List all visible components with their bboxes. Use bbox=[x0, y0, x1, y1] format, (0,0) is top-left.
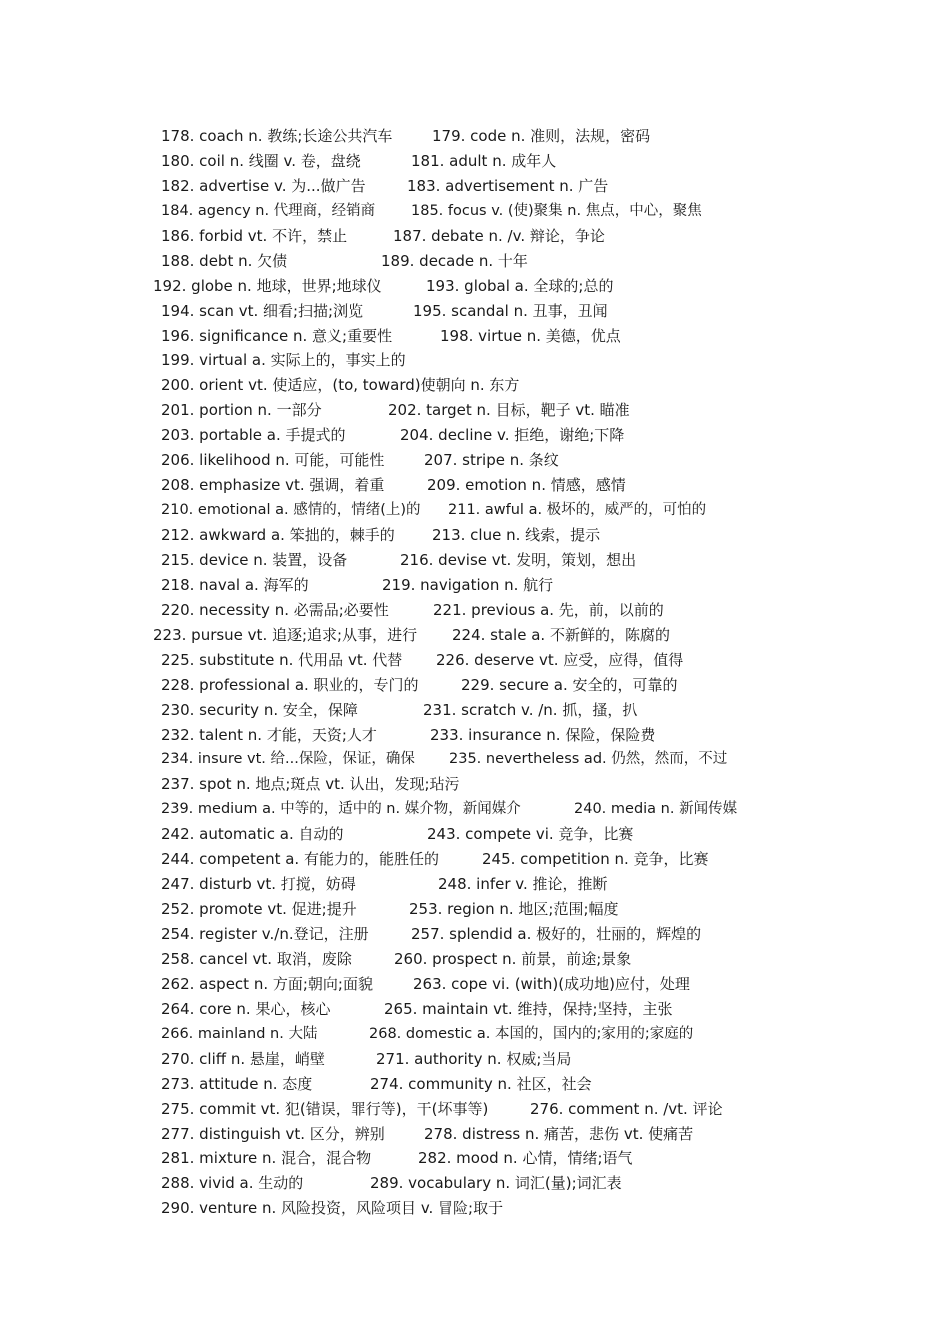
vocab-entry: 210. emotional a. 感情的，情绪(上)的 bbox=[161, 502, 421, 519]
vocab-entry: 192. globe n. 地球，世界;地球仪 bbox=[153, 276, 382, 295]
vocab-line bbox=[0, 274, 950, 299]
vocab-line bbox=[0, 1097, 950, 1122]
vocab-entry: 221. previous a. 先，前，以前的 bbox=[433, 600, 664, 619]
vocab-line bbox=[0, 747, 950, 772]
vocab-entry: 243. compete vi. 竞争，比赛 bbox=[427, 825, 634, 844]
vocabulary-list bbox=[0, 124, 950, 1221]
vocab-entry: 180. coil n. 线圈 v. 卷，盘绕 bbox=[161, 151, 361, 170]
vocab-entry: 254. register v./n.登记，注册 bbox=[161, 925, 369, 943]
vocab-line bbox=[0, 822, 950, 847]
vocab-entry: 185. focus v. (使)聚集 n. 焦点，中心，聚焦 bbox=[411, 202, 702, 219]
vocab-entry: 247. disturb vt. 打搅，妨碍 bbox=[161, 875, 356, 894]
vocab-line bbox=[0, 299, 950, 324]
vocab-line bbox=[0, 947, 950, 972]
vocab-entry: 231. scratch v. /n. 抓，搔，扒 bbox=[423, 700, 638, 719]
vocab-entry: 258. cancel vt. 取消，废除 bbox=[161, 949, 352, 968]
vocab-entry: 181. adult n. 成年人 bbox=[411, 151, 557, 170]
vocab-entry: 248. infer v. 推论，推断 bbox=[438, 875, 608, 894]
vocab-line bbox=[0, 922, 950, 947]
vocab-entry: 186. forbid vt. 不许，禁止 bbox=[161, 226, 348, 245]
vocab-line bbox=[0, 423, 950, 448]
vocab-entry: 219. navigation n. 航行 bbox=[382, 575, 554, 594]
vocab-entry: 194. scan vt. 细看;扫描;浏览 bbox=[161, 301, 364, 320]
vocab-entry: 204. decline v. 拒绝，谢绝;下降 bbox=[400, 426, 625, 445]
vocab-entry: 206. likelihood n. 可能，可能性 bbox=[161, 451, 385, 470]
vocab-line bbox=[0, 598, 950, 623]
vocab-line bbox=[0, 897, 950, 922]
vocab-line bbox=[0, 872, 950, 897]
vocab-line bbox=[0, 1072, 950, 1097]
vocab-entry: 275. commit vt. 犯(错误，罪行等)，干(坏事等) bbox=[161, 1099, 489, 1118]
vocab-line bbox=[0, 847, 950, 872]
vocab-entry: 230. security n. 安全，保障 bbox=[161, 700, 358, 719]
vocab-line bbox=[0, 348, 950, 373]
vocab-entry: 208. emphasize vt. 强调，着重 bbox=[161, 476, 385, 495]
vocab-entry: 209. emotion n. 情感，感情 bbox=[427, 476, 626, 495]
vocab-line bbox=[0, 249, 950, 274]
vocab-line bbox=[0, 149, 950, 174]
vocab-line bbox=[0, 124, 950, 149]
vocab-entry: 264. core n. 果心，核心 bbox=[161, 999, 331, 1018]
vocab-entry: 234. insure vt. 给...保险，保证，确保 bbox=[161, 751, 415, 768]
vocab-entry: 271. authority n. 权威;当局 bbox=[376, 1049, 572, 1068]
vocab-line bbox=[0, 1022, 950, 1047]
vocab-entry: 289. vocabulary n. 词汇(量);词汇表 bbox=[370, 1174, 622, 1193]
vocab-entry: 220. necessity n. 必需品;必要性 bbox=[161, 600, 389, 619]
vocab-entry: 276. comment n. /vt. 评论 bbox=[530, 1099, 723, 1118]
vocab-line bbox=[0, 448, 950, 473]
vocab-entry: 188. debt n. 欠债 bbox=[161, 251, 288, 270]
vocab-line bbox=[0, 498, 950, 523]
vocab-entry: 213. clue n. 线索，提示 bbox=[432, 526, 601, 544]
vocab-line bbox=[0, 324, 950, 349]
vocab-entry: 202. target n. 目标，靶子 vt. 瞄准 bbox=[388, 401, 630, 420]
vocab-entry: 225. substitute n. 代用品 vt. 代替 bbox=[161, 650, 403, 669]
vocab-entry: 223. pursue vt. 追逐;追求;从事，进行 bbox=[153, 625, 418, 644]
vocab-line bbox=[0, 648, 950, 673]
vocab-entry: 215. device n. 装置，设备 bbox=[161, 550, 348, 569]
vocab-entry: 262. aspect n. 方面;朝向;面貌 bbox=[161, 974, 373, 993]
vocab-entry: 252. promote vt. 促进;提升 bbox=[161, 900, 357, 919]
vocab-entry: 187. debate n. /v. 辩论，争论 bbox=[393, 226, 605, 245]
vocab-entry: 182. advertise v. 为...做广告 bbox=[161, 176, 366, 195]
vocab-entry: 282. mood n. 心情，情绪;语气 bbox=[418, 1149, 633, 1168]
vocab-entry: 196. significance n. 意义;重要性 bbox=[161, 326, 393, 345]
vocab-entry: 274. community n. 社区，社会 bbox=[370, 1074, 592, 1093]
vocab-entry: 253. region n. 地区;范围;幅度 bbox=[409, 900, 619, 919]
vocab-line bbox=[0, 473, 950, 498]
vocab-entry: 268. domestic a. 本国的，国内的;家用的;家庭的 bbox=[369, 1025, 694, 1042]
vocab-line bbox=[0, 224, 950, 249]
vocab-entry: 270. cliff n. 悬崖，峭壁 bbox=[161, 1049, 325, 1068]
vocab-line bbox=[0, 1047, 950, 1072]
vocab-entry: 224. stale a. 不新鲜的，陈腐的 bbox=[452, 625, 670, 644]
vocab-line bbox=[0, 673, 950, 698]
vocab-entry: 281. mixture n. 混合，混合物 bbox=[161, 1149, 372, 1168]
vocab-entry: 201. portion n. 一部分 bbox=[161, 401, 322, 420]
vocab-entry: 179. code n. 准则，法规，密码 bbox=[432, 127, 651, 145]
vocab-entry: 184. agency n. 代理商，经销商 bbox=[161, 202, 376, 219]
vocab-entry: 244. competent a. 有能力的，能胜任的 bbox=[161, 850, 439, 869]
vocab-entry: 229. secure a. 安全的，可靠的 bbox=[461, 675, 678, 694]
vocab-entry: 226. deserve vt. 应受，应得，值得 bbox=[436, 650, 684, 669]
vocab-entry: 235. nevertheless ad. 仍然，然而，不过 bbox=[449, 751, 728, 768]
vocab-line bbox=[0, 972, 950, 997]
vocab-line bbox=[0, 698, 950, 723]
vocab-line bbox=[0, 1122, 950, 1147]
vocab-line bbox=[0, 174, 950, 199]
vocab-entry: 198. virtue n. 美德，优点 bbox=[440, 326, 621, 345]
vocab-entry: 200. orient vt. 使适应，(to, toward)使朝向 n. 东方 bbox=[161, 376, 520, 395]
vocab-line bbox=[0, 523, 950, 548]
vocab-line bbox=[0, 772, 950, 797]
vocab-entry: 207. stripe n. 条纹 bbox=[424, 451, 559, 470]
vocab-entry: 232. talent n. 才能，天资;人才 bbox=[161, 725, 377, 744]
vocab-entry: 183. advertisement n. 广告 bbox=[407, 176, 609, 195]
vocab-entry: 263. cope vi. (with)(成功地)应付，处理 bbox=[413, 974, 690, 993]
vocab-entry: 216. devise vt. 发明，策划，想出 bbox=[400, 550, 637, 569]
vocab-entry: 178. coach n. 教练;长途公共汽车 bbox=[161, 127, 393, 145]
vocab-entry: 199. virtual a. 实际上的，事实上的 bbox=[161, 351, 406, 370]
vocab-line bbox=[0, 623, 950, 648]
vocab-line bbox=[0, 1146, 950, 1171]
vocab-entry: 257. splendid a. 极好的，壮丽的，辉煌的 bbox=[411, 925, 702, 943]
vocab-entry: 277. distinguish vt. 区分，辨别 bbox=[161, 1124, 385, 1143]
vocab-line bbox=[0, 723, 950, 748]
vocab-entry: 242. automatic a. 自动的 bbox=[161, 825, 344, 844]
vocab-entry: 278. distress n. 痛苦，悲伤 vt. 使痛苦 bbox=[424, 1124, 694, 1143]
vocab-line bbox=[0, 373, 950, 398]
vocab-entry: 189. decade n. 十年 bbox=[381, 251, 528, 270]
vocab-entry: 218. naval a. 海军的 bbox=[161, 575, 309, 594]
vocab-line bbox=[0, 199, 950, 224]
vocab-entry: 211. awful a. 极坏的，威严的，可怕的 bbox=[448, 502, 707, 519]
vocab-entry: 288. vivid a. 生动的 bbox=[161, 1174, 304, 1193]
vocab-entry: 240. media n. 新闻传媒 bbox=[574, 801, 738, 818]
vocab-entry: 212. awkward a. 笨拙的，棘手的 bbox=[161, 526, 395, 544]
vocab-entry: 245. competition n. 竞争，比赛 bbox=[482, 850, 709, 869]
vocab-line bbox=[0, 398, 950, 423]
vocab-line bbox=[0, 997, 950, 1022]
vocab-entry: 266. mainland n. 大陆 bbox=[161, 1025, 318, 1042]
vocab-line bbox=[0, 548, 950, 573]
vocab-entry: 239. medium a. 中等的，适中的 n. 媒介物，新闻媒介 bbox=[161, 801, 521, 818]
vocab-entry: 195. scandal n. 丑事，丑闻 bbox=[413, 301, 608, 320]
vocab-line bbox=[0, 573, 950, 598]
vocab-entry: 228. professional a. 职业的，专门的 bbox=[161, 675, 419, 694]
vocab-entry: 290. venture n. 风险投资，风险项目 v. 冒险;取于 bbox=[161, 1199, 504, 1218]
vocab-line bbox=[0, 1171, 950, 1196]
vocab-entry: 233. insurance n. 保险，保险费 bbox=[430, 725, 656, 744]
vocab-entry: 265. maintain vt. 维持，保持;坚持，主张 bbox=[384, 999, 673, 1018]
vocab-line bbox=[0, 1196, 950, 1221]
vocab-entry: 203. portable a. 手提式的 bbox=[161, 426, 346, 445]
vocab-entry: 260. prospect n. 前景，前途;景象 bbox=[394, 949, 632, 968]
vocab-entry: 273. attitude n. 态度 bbox=[161, 1074, 313, 1093]
vocab-entry: 237. spot n. 地点;斑点 vt. 认出，发现;玷污 bbox=[161, 775, 460, 794]
vocab-entry: 193. global a. 全球的;总的 bbox=[426, 276, 614, 295]
vocab-line bbox=[0, 797, 950, 822]
